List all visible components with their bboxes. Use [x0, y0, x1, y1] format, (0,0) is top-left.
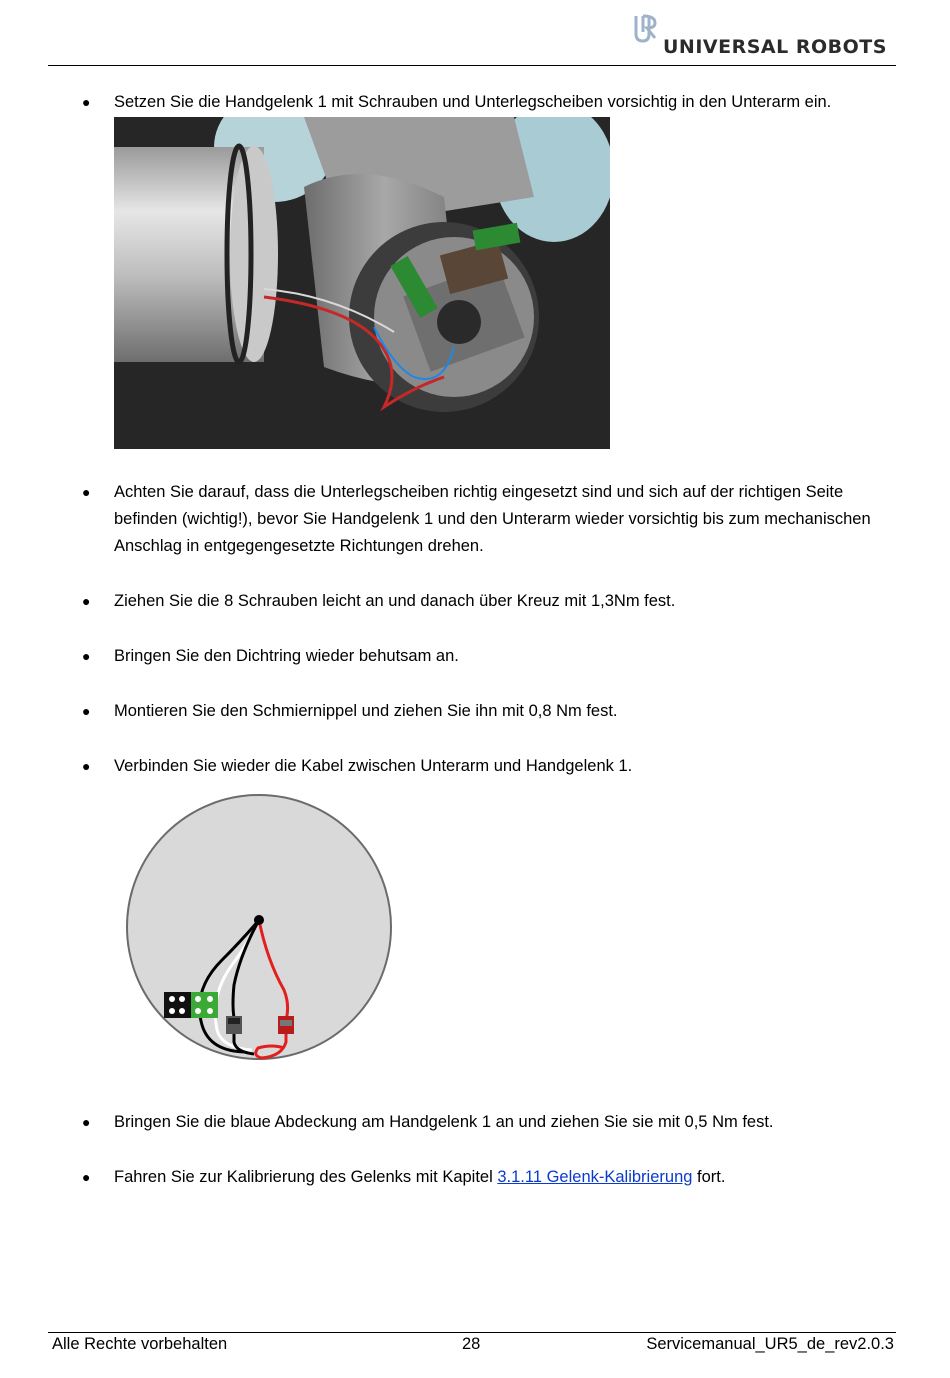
ur-logo-icon [633, 14, 659, 44]
footer-divider [48, 1332, 896, 1333]
bullet-icon: ● [82, 94, 91, 110]
instruction-text [114, 1164, 904, 1191]
instruction-text-prefix: Fahren Sie zur Kalibrierung des Gelenks mit Kapitel [114, 1168, 498, 1186]
bullet-icon: ● [82, 1169, 91, 1185]
bullet-icon: ● [82, 648, 91, 664]
instruction-text: Verbinden Sie wieder die Kabel zwischen Unterarm und Handgelenk 1. [114, 757, 633, 775]
instruction-text: Ziehen Sie die 8 Schrauben leicht an und danach über Kreuz mit 1,3Nm fest. [114, 592, 676, 610]
instruction-text: Bringen Sie die blaue Abdeckung am Handgelenk 1 an und ziehen Sie sie mit 0,5 Nm fest. [114, 1113, 774, 1131]
bullet-icon: ● [82, 593, 91, 609]
footer-copyright: Alle Rechte vorbehalten [52, 1335, 228, 1353]
bullet-icon: ● [82, 484, 91, 500]
logo-wordmark: UNIVERSAL ROBOTS [663, 36, 887, 58]
instruction-text: Setzen Sie die Handgelenk 1 mit Schrauben und Unterlegscheiben vorsichtig in den Unterarm ein. [114, 93, 832, 111]
header-divider [48, 65, 896, 66]
calibration-chapter-link[interactable]: 3.1.11 Gelenk-Kalibrierung [497, 1168, 693, 1186]
bullet-icon: ● [82, 703, 91, 719]
cable-routing-diagram [122, 790, 398, 1066]
universal-robots-logo [633, 14, 888, 60]
instruction-text: Bringen Sie den Dichtring wieder behutsam an. [114, 647, 459, 665]
bullet-icon: ● [82, 758, 91, 774]
page-number: 28 [462, 1335, 481, 1353]
instruction-text: Achten Sie darauf, dass die Unterlegscheiben richtig eingesetzt sind und sich auf der richtigen Seite befinden (wichtig!), bevor Sie Handgelenk 1 und den Unterarm wieder vorsichtig bis zum mechanischen Anschlag in entgegengesetzte Richtungen drehen. [114, 483, 871, 555]
instruction-text: Montieren Sie den Schmiernippel und ziehen Sie ihn mit 0,8 Nm fest. [114, 702, 618, 720]
wrist-assembly-photo [114, 117, 610, 449]
bullet-icon: ● [82, 1114, 91, 1130]
instruction-text-suffix: fort. [692, 1168, 726, 1186]
document-id: Servicemanual_UR5_de_rev2.0.3 [646, 1335, 894, 1353]
